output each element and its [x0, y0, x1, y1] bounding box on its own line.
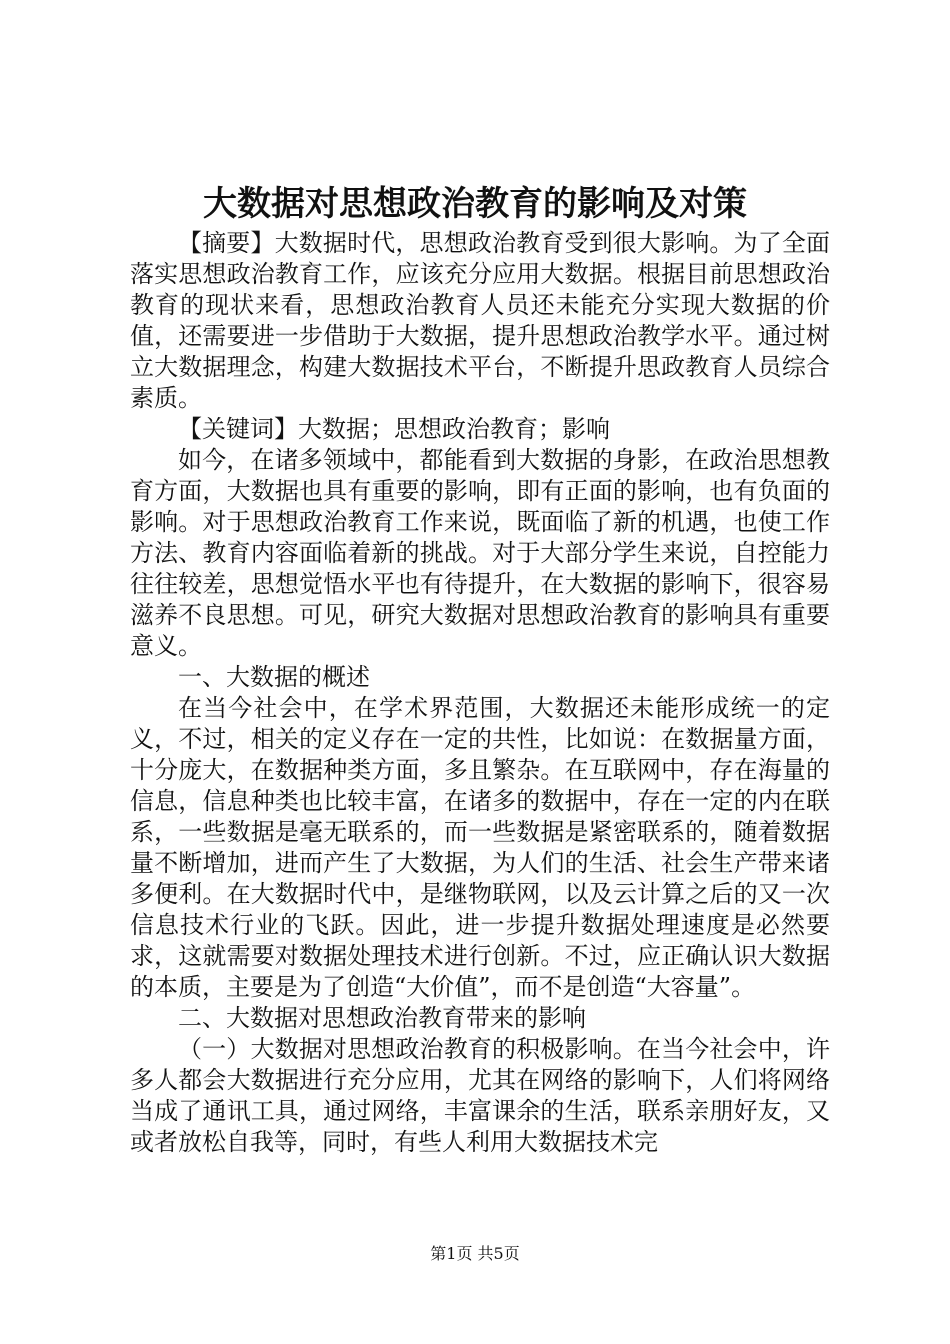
page-number-footer: 第1页 共5页	[430, 1244, 520, 1263]
document-body	[130, 228, 830, 1158]
keywords-paragraph: 【关键词】大数据；思想政治教育；影响	[178, 415, 610, 443]
section-1-paragraph: 在当今社会中，在学术界范围，大数据还未能形成统一的定义，不过，相关的定义存在一定的共性，比如说：在数据量方面，十分庞大，在数据种类方面，多且繁杂。在互联网中，存在海量的信息，信息种类也比较丰富，在诸多的数据中，存在一定的内在联系，一些数据是毫无联系的，而一些数据是紧密联系的，随着数据量不断增加，进而产生了大数据，为人们的生活、社会生产带来诸多便利。在大数据时代中，是继物联网，以及云计算之后的又一次信息技术行业的飞跃。因此，进一步提升数据处理速度是必然要求，这就需要对数据处理技术进行创新。不过，应正确认识大数据的本质，主要是为了创造“大价值”，而不是创造“大容量”。	[130, 694, 830, 1001]
intro-paragraph: 如今，在诸多领域中，都能看到大数据的身影，在政治思想教育方面，大数据也具有重要的影响，即有正面的影响，也有负面的影响。对于思想政治教育工作来说，既面临了新的机遇，也使工作方法、教育内容面临着新的挑战。对于大部分学生来说，自控能力往往较差，思想觉悟水平也有待提升，在大数据的影响下，很容易滋养不良思想。可见，研究大数据对思想政治教育的影响具有重要意义。	[130, 446, 830, 660]
section-heading-1: 一、大数据的概述	[178, 663, 370, 691]
abstract-paragraph: 【摘要】大数据时代，思想政治教育受到很大影响。为了全面落实思想政治教育工作，应该充分应用大数据。根据目前思想政治教育的现状来看，思想政治教育人员还未能充分实现大数据的价值，还需要进一步借助于大数据，提升思想政治教学水平。通过树立大数据理念，构建大数据技术平台，不断提升思政教育人员综合素质。	[130, 229, 830, 412]
section-heading-2: 二、大数据对思想政治教育带来的影响	[178, 1004, 586, 1032]
section-2-paragraph: （一）大数据对思想政治教育的积极影响。在当今社会中，许多人都会大数据进行充分应用，尤其在网络的影响下，人们将网络当成了通讯工具，通过网络，丰富课余的生活，联系亲朋好友，又或者放松自我等，同时，有些人利用大数据技术完	[130, 1035, 830, 1156]
document-title: 大数据对思想政治教育的影响及对策	[203, 184, 747, 224]
